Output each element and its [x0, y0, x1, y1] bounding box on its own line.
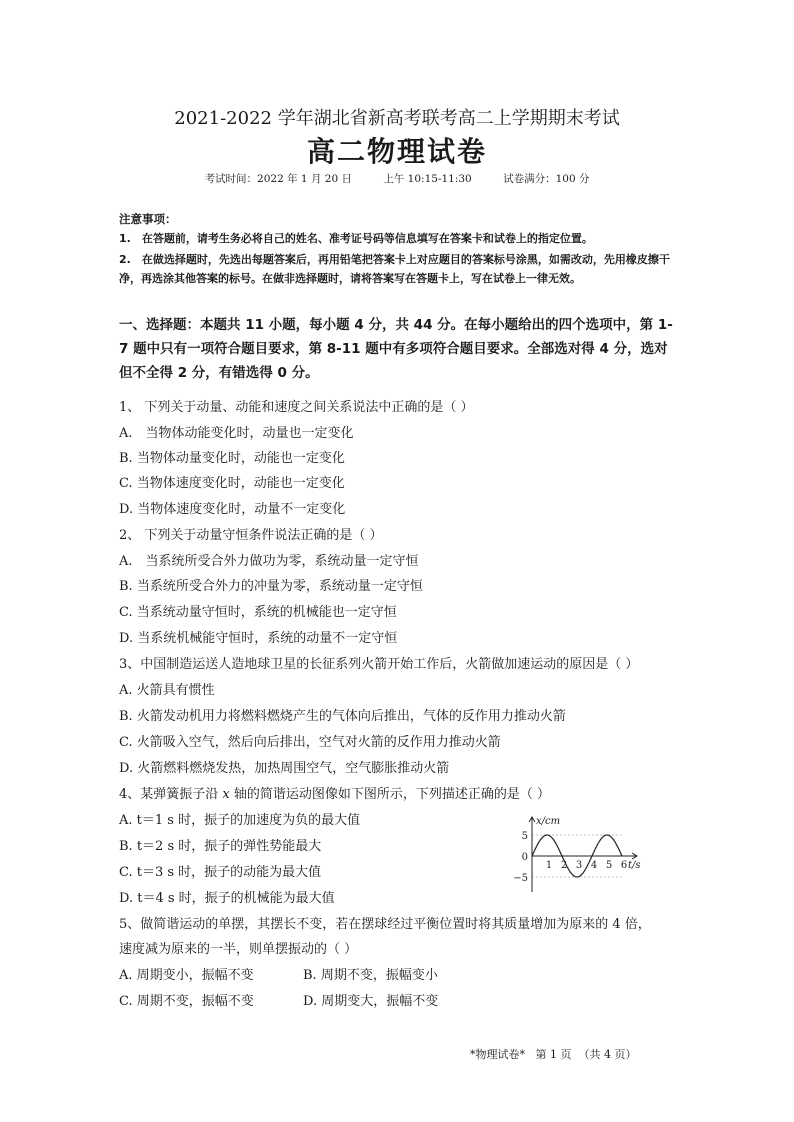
footer-total: （共 4 页）	[578, 1048, 637, 1061]
q2-option-a: A. 当系统所受合外力做功为零，系统动量一定守恒	[119, 554, 419, 569]
q4-stem-post: 轴的简谐运动图像如下图所示，下列描述正确的是（ ）	[229, 787, 551, 802]
q4-x-tick-label: 2	[560, 860, 568, 871]
q5-option-b: B. 周期不变，振幅变小	[303, 968, 438, 983]
q4-y-axis-label: x/cm	[536, 816, 561, 827]
q3-option-d: D. 火箭燃料燃烧发热，加热周围空气，空气膨胀推动火箭	[119, 761, 450, 776]
q2-option-d: D. 当系统机械能守恒时，系统的动量不一定守恒	[119, 631, 398, 646]
q1-option-b: B. 当物体动量变化时，动能也一定变化	[119, 451, 345, 466]
page-footer	[470, 1046, 637, 1062]
q4-x-axis-label: t/s	[628, 860, 641, 871]
q2-stem: 2、 下列关于动量守恒条件说法正确的是（ ）	[119, 528, 383, 543]
footer-subject: *物理试卷*	[470, 1048, 525, 1061]
q4-option-c: C. t＝3 s 时，振子的动能为最大值	[119, 865, 322, 880]
q3-option-c: C. 火箭吸入空气，然后向后排出，空气对火箭的反作用力推动火箭	[119, 735, 501, 750]
q1-option-d: D. 当物体速度变化时，动量不一定变化	[119, 502, 346, 517]
exam-period: 上午 10:15-11:30	[383, 173, 472, 185]
q5-option-a: A. 周期变小，振幅不变	[119, 968, 254, 983]
q1-option-a: A. 当物体动能变化时，动量也一定变化	[119, 426, 354, 441]
q4-x-tick-label: 6	[620, 860, 628, 871]
q4-option-b: B. t＝2 s 时，振子的弹性势能最大	[119, 839, 322, 854]
q4-y-tick-label: 0	[521, 852, 528, 863]
q5-option-d: D. 周期变大，振幅不变	[303, 994, 439, 1009]
q4-option-d: D. t＝4 s 时，振子的机械能为最大值	[119, 891, 335, 906]
q4-x-tick-label: 5	[605, 860, 613, 871]
exam-time: 考试时间：2022 年 1 月 20 日	[204, 173, 352, 185]
q4-y-tick-label: −5	[513, 873, 528, 884]
q3-stem: 3、中国制造运送人造地球卫星的长征系列火箭开始工作后，火箭做加速运动的原因是（ ）	[119, 657, 639, 672]
q1-stem: 1、 下列关于动量、动能和速度之间关系说法中正确的是（ ）	[119, 400, 474, 415]
q4-x-tick-label: 1	[545, 860, 553, 871]
section-heading: 一、选择题：本题共 11 小题，每小题 4 分，共 44 分。在每小题给出的四个选项中，第 1-7 题中只有一项符合题目要求，第 8-11 题中有多项符合题目要求。全部选对得 4 分，选对但不全得 2 分，有错选得 0 分。	[119, 317, 673, 381]
note-item-1: 1. 在答题前，请考生务必将自己的姓名、准考证号码等信息填写在答案卡和试卷上的指定位置。	[119, 232, 593, 245]
q4-y-tick-label: 5	[521, 831, 528, 842]
q5-stem-line1: 5、做简谐运动的单摆，其摆长不变，若在摆球经过平衡位置时将其质量增加为原来的 4 倍，	[119, 917, 651, 932]
q1-option-c: C. 当物体速度变化时，动能也一定变化	[119, 476, 345, 491]
q4-stem	[119, 786, 550, 804]
q2-option-c: C. 当系统动量守恒时，系统的机械能也一定守恒	[119, 605, 397, 620]
note-item-2: 2. 在做选择题时，先选出每题答案后，再用铅笔把答案卡上对应题目的答案标号涂黑，如需改动，先用橡皮擦干净，再选涂其他答案的标号。在做非选择题时，请将答案写在答题卡上，写在试卷上一律无效。	[119, 253, 670, 285]
full-score: 试卷满分：100 分	[503, 173, 590, 185]
notes-title: 注意事项：	[119, 212, 177, 226]
q2-option-b: B. 当系统所受合外力的冲量为零，系统动量一定守恒	[119, 579, 423, 594]
q3-option-a: A. 火箭具有惯性	[119, 683, 215, 698]
q4-stem-pre: 4、某弹簧振子沿	[119, 787, 223, 802]
q4-x-tick-label: 3	[575, 860, 583, 871]
q5-stem-line2: 速度减为原来的一半，则单摆振动的（ ）	[119, 942, 358, 957]
exam-meta	[0, 171, 794, 186]
q4-stem-var: x	[222, 787, 230, 802]
q3-option-b: B. 火箭发动机用力将燃料燃烧产生的气体向后推出，气体的反作用力推动火箭	[119, 709, 566, 724]
q4-displacement-graph	[508, 814, 668, 896]
exam-title: 2021-2022 学年湖北省新高考联考高二上学期期末考试	[174, 108, 620, 129]
paper-title: 高二物理试卷	[306, 135, 487, 168]
q4-option-a: A. t＝1 s 时，振子的加速度为负的最大值	[119, 813, 361, 828]
q5-option-c: C. 周期不变，振幅不变	[119, 994, 254, 1009]
footer-page: 第 1 页	[535, 1048, 572, 1061]
q4-x-tick-label: 4	[590, 860, 598, 871]
